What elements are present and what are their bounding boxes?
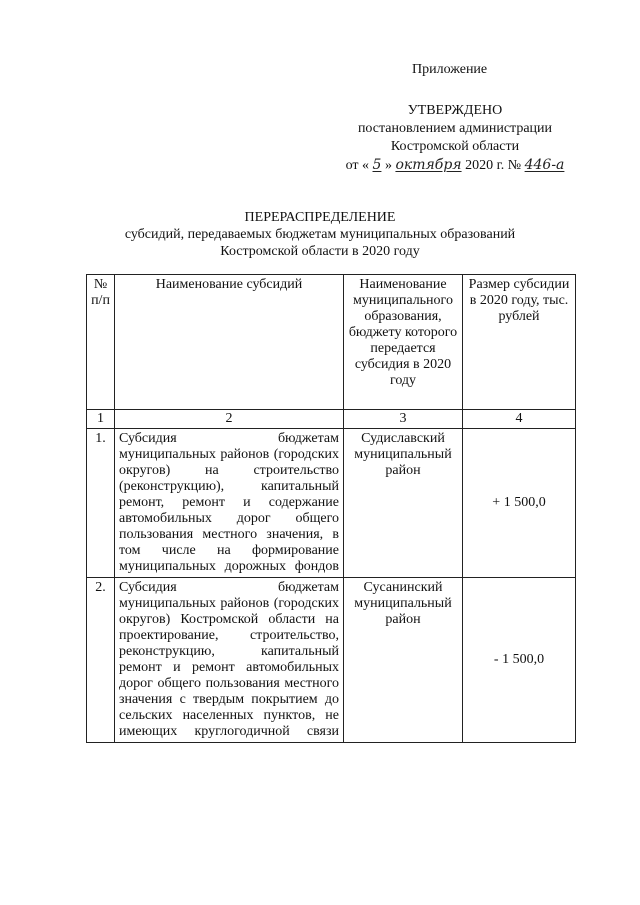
subsidy-text: Субсидия бюджетам муниципальных районов (городских округов) Костромской области на проектирование, строительство, реконструкцию, капитальный ремонт и ремонт автомобильных дорог общего пользования местного значения с твердым покрытием до сельских населенных пунктов, не имеющих круглогодичной связи (119, 580, 339, 739)
row-number: 1. (87, 429, 115, 578)
title-line3: Костромской области в 2020 году (220, 244, 420, 259)
subsidy-amount: + 1 500,0 (463, 429, 576, 578)
numbering-cell: 2 (115, 410, 344, 429)
approval-date-line (330, 156, 580, 175)
appendix-label: Приложение (412, 62, 488, 77)
approved-heading: УТВЕРЖДЕНО (407, 103, 503, 118)
document-number-handwritten: 446-а (524, 157, 565, 173)
header-municipality: Наименование муниципального образования, бюджету которого передается субсидия в 2020 году (344, 275, 463, 410)
municipality-name: Судиславский муниципальный район (344, 429, 463, 578)
approved-by-line2: Костромской области (390, 139, 520, 154)
title-line2: субсидий, передаваемых бюджетам муниципальных образований (124, 227, 516, 242)
document-title (90, 209, 550, 260)
numbering-cell: 1 (87, 410, 115, 429)
header-amount: Размер субсидии в 2020 году, тыс. рублей (463, 275, 576, 410)
header-subsidy-name: Наименование субсидий (115, 275, 344, 410)
approved-by-line1: постановлением администрации (357, 121, 553, 136)
numbering-cell: 4 (463, 410, 576, 429)
subsidy-description (115, 429, 344, 578)
date-day-handwritten: 5 (372, 157, 382, 173)
numbering-cell: 3 (344, 410, 463, 429)
row-number: 2. (87, 578, 115, 743)
table-header-row (87, 275, 576, 410)
approval-block (330, 102, 580, 175)
table-row (87, 578, 576, 743)
subsidy-amount: - 1 500,0 (463, 578, 576, 743)
table-row (87, 429, 576, 578)
date-mid: » (384, 158, 392, 173)
table-numbering-row (87, 410, 576, 429)
subsidy-description (115, 578, 344, 743)
subsidy-text: Субсидия бюджетам муниципальных районов (городских округов) на строительство (реконструкцию), капитальный ремонт, ремонт и содержание автомобильных дорог общего пользования местного значения, в том числе на формирование муниципальных дорожных фондов (119, 431, 339, 574)
subsidy-table (86, 274, 576, 743)
municipality-name: Сусанинский муниципальный район (344, 578, 463, 743)
date-prefix: от « (345, 158, 370, 173)
date-month-handwritten: октября (395, 157, 462, 173)
date-year: 2020 г. № (465, 158, 522, 173)
title-line1: ПЕРЕРАСПРЕДЕЛЕНИЕ (244, 210, 396, 225)
header-number: № п/п (87, 275, 115, 410)
